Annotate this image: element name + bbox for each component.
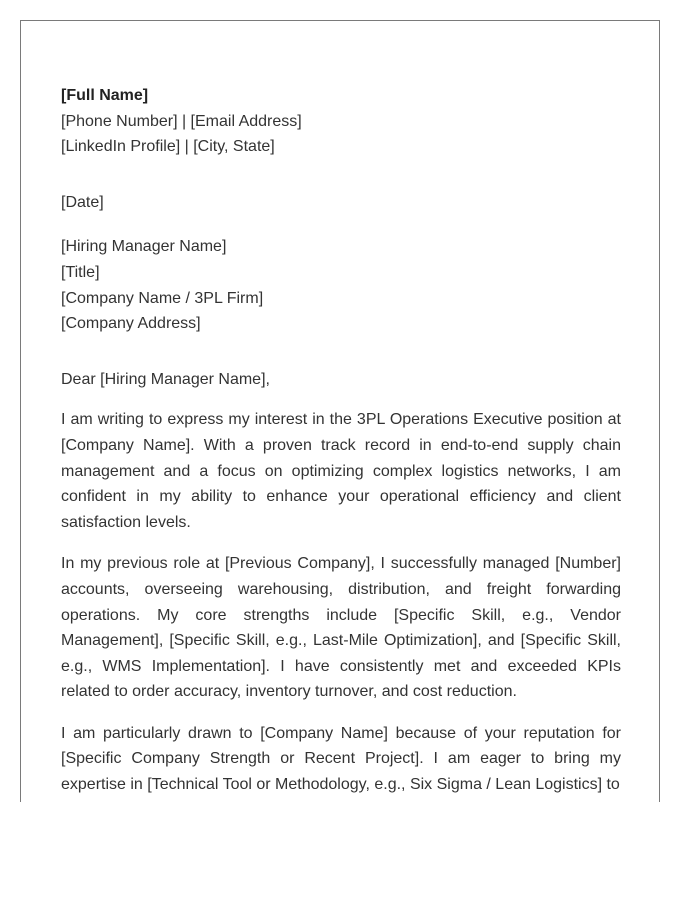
body-paragraph-3: I am particularly drawn to [Company Name] because of your reputation for [Specific Company Strength or Recent Project]. I am eager to bring my expertise in [Technical Tool or Methodology, e.g., Six Sigma / Lean Logistics] to [61, 724, 621, 794]
sender-block [61, 83, 621, 160]
sender-full-name: [Full Name] [61, 87, 149, 104]
body-paragraph-1: I am writing to express my interest in the 3PL Operations Executive position at [Company Name]. With a proven track record in end-to-end supply chain management and a focus on optimizing complex logistics networks, I am confident in my ability to enhance your operational efficiency and client satisfaction levels. [61, 411, 621, 531]
letter-body [61, 83, 621, 798]
body-paragraph-2: In my previous role at [Previous Company], I successfully managed [Number] accounts, overseeing warehousing, distribution, and freight forwarding operations. My core strengths include [Specific Skill, e.g., Vendor Management], [Specific Skill, e.g., Last-Mile Optimization], and [Specific Skill, e.g., WMS Implementation]. I have consistently met and exceeded KPIs related to order accuracy, inventory turnover, and cost reduction. [61, 555, 621, 701]
recipient-title: [Title] [61, 263, 100, 281]
letter-date: [Date] [61, 193, 104, 211]
recipient-address: [Company Address] [61, 315, 201, 333]
salutation-block [61, 367, 621, 393]
recipient-name: [Hiring Manager Name] [61, 238, 227, 256]
date-block [61, 190, 621, 216]
salutation: Dear [Hiring Manager Name], [61, 370, 270, 388]
sender-profile-line: [LinkedIn Profile] | [City, State] [61, 138, 275, 156]
sender-contact-line: [Phone Number] | [Email Address] [61, 112, 302, 130]
recipient-company: [Company Name / 3PL Firm] [61, 289, 264, 307]
letter-page [20, 20, 660, 802]
recipient-block [61, 234, 621, 336]
